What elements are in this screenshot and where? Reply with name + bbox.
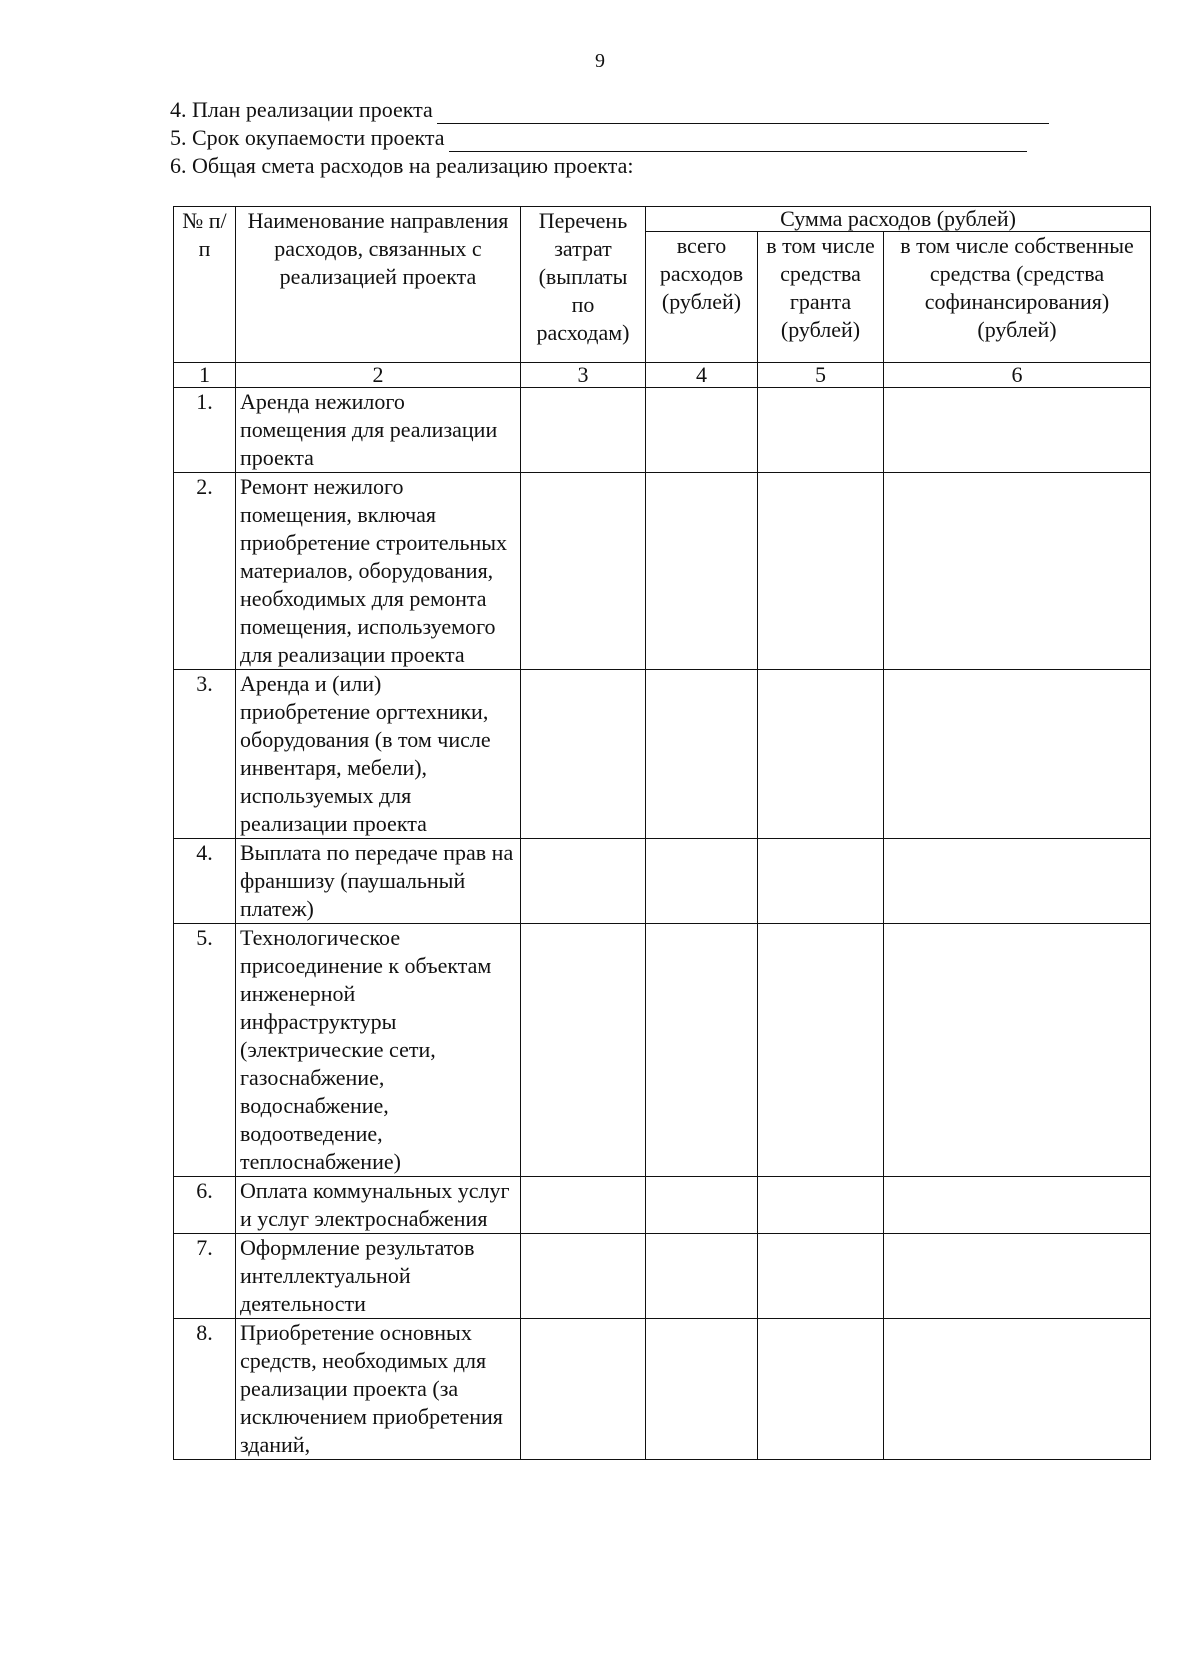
cell-own[interactable] xyxy=(884,1177,1151,1234)
cell-own[interactable] xyxy=(884,670,1151,839)
field-plan-blank[interactable] xyxy=(437,103,1049,124)
column-number: 5 xyxy=(758,363,884,388)
cell-grant[interactable] xyxy=(758,1319,884,1460)
field-estimate xyxy=(170,152,1110,180)
header-row-1 xyxy=(174,207,1151,232)
table-row xyxy=(174,1319,1151,1460)
row-name: Аренда и (или) приобретение оргтехники, оборудования (в том числе инвентаря, мебели), используемых для реализации проекта xyxy=(236,670,521,839)
table-row xyxy=(174,1234,1151,1319)
cell-list[interactable] xyxy=(521,473,646,670)
cell-total[interactable] xyxy=(646,1319,758,1460)
row-name: Ремонт нежилого помещения, включая приобретение строительных материалов, оборудования, необходимых для ремонта помещения, используемого для реализации проекта xyxy=(236,473,521,670)
column-number: 2 xyxy=(236,363,521,388)
cell-list[interactable] xyxy=(521,1177,646,1234)
field-payback xyxy=(170,124,1110,152)
cell-own[interactable] xyxy=(884,1319,1151,1460)
cell-grant[interactable] xyxy=(758,1234,884,1319)
row-name: Выплата по передаче прав на франшизу (паушальный платеж) xyxy=(236,839,521,924)
column-number: 4 xyxy=(646,363,758,388)
field-plan-label: 4. План реализации проекта xyxy=(170,97,433,122)
cell-grant[interactable] xyxy=(758,388,884,473)
row-name: Технологическое присоединение к объектам инженерной инфраструктуры (электрические сети, газоснабжение, водоснабжение, водоотведение, теплоснабжение) xyxy=(236,924,521,1177)
cell-grant[interactable] xyxy=(758,473,884,670)
header-grant: в том числе средства гранта (рублей) xyxy=(758,232,884,363)
column-number: 6 xyxy=(884,363,1151,388)
header-name: Наименование направления расходов, связанных с реализацией проекта xyxy=(236,207,521,363)
cell-grant[interactable] xyxy=(758,1177,884,1234)
row-number: 1. xyxy=(174,388,236,473)
field-plan xyxy=(170,96,1110,124)
expense-table xyxy=(173,206,1151,1460)
cell-own[interactable] xyxy=(884,1234,1151,1319)
field-payback-blank[interactable] xyxy=(449,131,1027,152)
table-row xyxy=(174,839,1151,924)
row-name: Приобретение основных средств, необходимых для реализации проекта (за исключением приобретения зданий, xyxy=(236,1319,521,1460)
row-number: 2. xyxy=(174,473,236,670)
row-number: 4. xyxy=(174,839,236,924)
row-number: 3. xyxy=(174,670,236,839)
cell-list[interactable] xyxy=(521,924,646,1177)
cell-list[interactable] xyxy=(521,839,646,924)
row-name: Аренда нежилого помещения для реализации проекта xyxy=(236,388,521,473)
row-number: 7. xyxy=(174,1234,236,1319)
row-name: Оплата коммунальных услуг и услуг электроснабжения xyxy=(236,1177,521,1234)
cell-own[interactable] xyxy=(884,839,1151,924)
column-number: 1 xyxy=(174,363,236,388)
header-sum-group: Сумма расходов (рублей) xyxy=(646,207,1151,232)
cell-total[interactable] xyxy=(646,839,758,924)
header-own: в том числе собственные средства (средства софинансирования) (рублей) xyxy=(884,232,1151,363)
row-number: 6. xyxy=(174,1177,236,1234)
page-number: 9 xyxy=(595,50,605,72)
cell-grant[interactable] xyxy=(758,839,884,924)
cell-total[interactable] xyxy=(646,670,758,839)
cell-total[interactable] xyxy=(646,1234,758,1319)
cell-list[interactable] xyxy=(521,388,646,473)
cell-total[interactable] xyxy=(646,388,758,473)
header-list: Перечень затрат (выплаты по расходам) xyxy=(521,207,646,363)
table-row xyxy=(174,473,1151,670)
cell-list[interactable] xyxy=(521,670,646,839)
row-number: 5. xyxy=(174,924,236,1177)
column-number-row xyxy=(174,363,1151,388)
table-row xyxy=(174,388,1151,473)
cell-grant[interactable] xyxy=(758,670,884,839)
cell-total[interactable] xyxy=(646,924,758,1177)
cell-own[interactable] xyxy=(884,388,1151,473)
cell-own[interactable] xyxy=(884,924,1151,1177)
table-row xyxy=(174,670,1151,839)
table-row xyxy=(174,1177,1151,1234)
header-total: всего расходов (рублей) xyxy=(646,232,758,363)
cell-own[interactable] xyxy=(884,473,1151,670)
field-estimate-label: 6. Общая смета расходов на реализацию проекта: xyxy=(170,153,634,178)
cell-list[interactable] xyxy=(521,1319,646,1460)
field-payback-label: 5. Срок окупаемости проекта xyxy=(170,125,445,150)
row-name: Оформление результатов интеллектуальной деятельности xyxy=(236,1234,521,1319)
column-number: 3 xyxy=(521,363,646,388)
cell-list[interactable] xyxy=(521,1234,646,1319)
header-num: № п/п xyxy=(174,207,236,363)
row-number: 8. xyxy=(174,1319,236,1460)
cell-grant[interactable] xyxy=(758,924,884,1177)
form-fields xyxy=(170,96,1110,180)
cell-total[interactable] xyxy=(646,473,758,670)
cell-total[interactable] xyxy=(646,1177,758,1234)
table-row xyxy=(174,924,1151,1177)
